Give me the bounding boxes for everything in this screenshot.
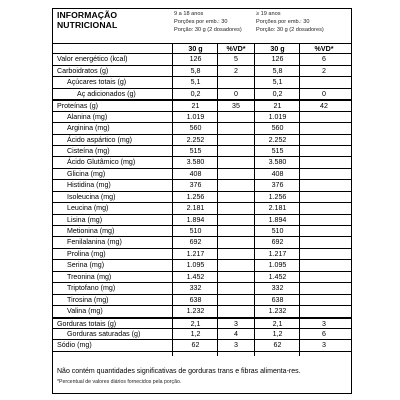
value-9-18: 21	[191, 102, 200, 111]
table-row	[53, 226, 351, 237]
value-9-18: 0,2	[190, 89, 201, 98]
table-row	[53, 89, 351, 100]
dv-9-18: 5	[234, 55, 238, 64]
group-portion: Porção: 30 g (2 dosadores)	[256, 27, 324, 34]
nutrient-name: Ácido aspártico (mg)	[67, 135, 133, 144]
group-portion: Porção: 30 g (2 dosadores)	[174, 27, 242, 34]
value-9-18: 5,1	[190, 78, 201, 87]
portion-header: 30 g	[270, 45, 285, 53]
value-19-plus: 1.452	[268, 272, 287, 281]
table-row	[53, 54, 351, 65]
dv-19-plus: 2	[322, 66, 326, 75]
dv-9-18: 3	[234, 341, 238, 350]
table-row	[53, 157, 351, 168]
value-9-18: 5,8	[190, 66, 201, 75]
nutrient-name: Arginina (mg)	[67, 124, 110, 133]
group-age: 9 a 18 anos	[174, 11, 204, 17]
nutrition-table	[53, 43, 351, 352]
table-row	[53, 146, 351, 157]
nutrient-name: Triptofano (mg)	[67, 284, 116, 293]
table-row	[53, 135, 351, 146]
value-19-plus: 515	[271, 146, 284, 155]
table-row	[53, 77, 351, 88]
footnotes	[57, 368, 349, 386]
value-9-18: 126	[189, 55, 202, 64]
value-19-plus: 1.095	[268, 261, 287, 270]
table-row	[53, 100, 351, 111]
table-row	[53, 180, 351, 191]
nutrient-name: Gorduras totais (g)	[57, 319, 117, 328]
value-19-plus: 332	[271, 284, 284, 293]
value-9-18: 332	[189, 284, 202, 293]
value-9-18: 1.894	[186, 215, 205, 224]
value-9-18: 1.019	[186, 112, 205, 121]
value-9-18: 1.217	[186, 249, 205, 258]
value-19-plus: 510	[271, 227, 284, 235]
dv-19-plus: 0	[322, 89, 326, 98]
table-row	[53, 237, 351, 248]
nutrient-name: Valina (mg)	[67, 307, 103, 316]
table-row	[53, 283, 351, 294]
value-9-18: 3.580	[186, 158, 205, 167]
dv-19-plus: 3	[322, 319, 326, 328]
value-19-plus: 5,8	[272, 66, 283, 75]
nutrient-name: Prolina (mg)	[67, 249, 106, 258]
nutrient-name: Gorduras saturadas (g)	[67, 329, 141, 338]
dv-header: %VD*	[314, 45, 334, 53]
dv-header: %VD*	[226, 45, 246, 53]
value-19-plus: 2.252	[268, 135, 287, 144]
nutrient-name: Treonina (mg)	[67, 272, 112, 281]
dv-9-18: 4	[234, 329, 238, 338]
nutrient-name: Metionina (mg)	[67, 227, 115, 235]
value-9-18: 1.452	[186, 272, 205, 281]
value-19-plus: 62	[273, 341, 282, 350]
nutrient-name: Proteínas (g)	[57, 102, 99, 111]
table-row	[53, 260, 351, 271]
value-9-18: 515	[189, 146, 202, 155]
value-9-18: 1.232	[186, 307, 205, 316]
value-19-plus: 1.232	[268, 307, 287, 316]
group-servings: Porções por emb.: 30	[174, 19, 228, 26]
table-row	[53, 203, 351, 214]
nutrient-name: Histidina (mg)	[67, 181, 111, 190]
nutrient-name: Aç adicionados (g)	[77, 89, 136, 98]
value-9-18: 1.256	[186, 192, 205, 201]
table-row	[53, 249, 351, 260]
label-title	[57, 10, 117, 30]
value-19-plus: 0,2	[272, 89, 283, 98]
dv-19-plus: 3	[322, 341, 326, 350]
nutrient-name: Cisteína (mg)	[67, 146, 110, 155]
table-row	[53, 329, 351, 340]
title-line: NUTRICIONAL	[57, 20, 118, 30]
value-9-18: 376	[189, 181, 202, 190]
value-19-plus: 2.181	[268, 204, 287, 213]
title-line: INFORMAÇÃO	[57, 10, 118, 20]
table-row	[53, 66, 351, 77]
dv-19-plus: 6	[322, 329, 326, 338]
value-19-plus: 21	[273, 102, 282, 111]
value-9-18: 2,1	[190, 319, 201, 328]
table-row	[53, 215, 351, 226]
nutrient-name: Lisina (mg)	[67, 215, 103, 224]
table-row	[53, 318, 351, 329]
value-19-plus: 376	[271, 181, 284, 190]
value-9-18: 560	[189, 124, 202, 133]
group-age: ≥ 19 anos	[256, 11, 281, 17]
nutrient-name: Serina (mg)	[67, 261, 105, 270]
value-19-plus: 408	[271, 169, 284, 178]
value-19-plus: 2,1	[272, 319, 283, 328]
value-19-plus: 1.894	[268, 215, 287, 224]
value-19-plus: 126	[271, 55, 284, 64]
dv-9-18: 0	[234, 89, 238, 98]
value-19-plus: 692	[271, 238, 284, 247]
value-9-18: 2.181	[186, 204, 205, 213]
nutrient-name: Isoleucina (mg)	[67, 192, 116, 201]
value-19-plus: 1.019	[268, 112, 287, 121]
table-row	[53, 192, 351, 203]
value-9-18: 692	[189, 238, 202, 247]
dv-9-18: 35	[232, 102, 240, 111]
value-19-plus: 560	[271, 124, 284, 133]
table-row	[53, 112, 351, 123]
nutrient-name: Glicina (mg)	[67, 169, 106, 178]
group-servings: Porções por emb.: 30	[256, 19, 310, 26]
table-row	[53, 340, 351, 351]
table-header-row	[53, 43, 351, 54]
table-row	[53, 169, 351, 180]
value-19-plus: 638	[271, 295, 284, 304]
value-19-plus: 3.580	[268, 158, 287, 167]
value-19-plus: 1.256	[268, 192, 287, 201]
footnote-trans-fat: Não contém quantidades significativas de gorduras trans e fibras alimenta-res.	[57, 368, 301, 375]
nutrient-name: Alanina (mg)	[67, 112, 108, 121]
value-19-plus: 1,2	[272, 329, 283, 338]
value-9-18: 510	[189, 227, 202, 235]
table-row	[53, 306, 351, 317]
nutrient-name: Carboidratos (g)	[57, 66, 109, 75]
table-row	[53, 123, 351, 134]
nutrient-name: Valor energético (kcal)	[57, 55, 128, 64]
nutrient-name: Açúcares totais (g)	[67, 78, 127, 87]
value-19-plus: 5,1	[272, 78, 283, 87]
dv-19-plus: 42	[320, 102, 328, 111]
age-group-9-18	[174, 10, 242, 35]
nutrient-name: Leucina (mg)	[67, 204, 109, 213]
portion-header: 30 g	[188, 45, 203, 53]
footnote-daily-values: *Percentual de valores diários fornecidos pela porção.	[57, 379, 182, 385]
nutrient-name: Tirosina (mg)	[67, 295, 109, 304]
value-9-18: 2.252	[186, 135, 205, 144]
table-row	[53, 295, 351, 306]
nutrient-name: Fenilalanina (mg)	[67, 238, 122, 247]
nutrition-facts-label	[52, 8, 352, 394]
value-9-18: 408	[189, 169, 202, 178]
nutrient-name: Ácido Glutâmico (mg)	[67, 158, 136, 167]
dv-9-18: 3	[234, 319, 238, 328]
table-row	[53, 272, 351, 283]
value-9-18: 1,2	[190, 329, 201, 338]
value-9-18: 1.095	[186, 261, 205, 270]
value-9-18: 638	[189, 295, 202, 304]
dv-19-plus: 6	[322, 55, 326, 64]
label-header	[53, 9, 351, 43]
dv-9-18: 2	[234, 66, 238, 75]
value-9-18: 62	[191, 341, 200, 350]
value-19-plus: 1.217	[268, 249, 287, 258]
nutrient-name: Sódio (mg)	[57, 341, 92, 350]
age-group-19-plus	[256, 10, 324, 35]
